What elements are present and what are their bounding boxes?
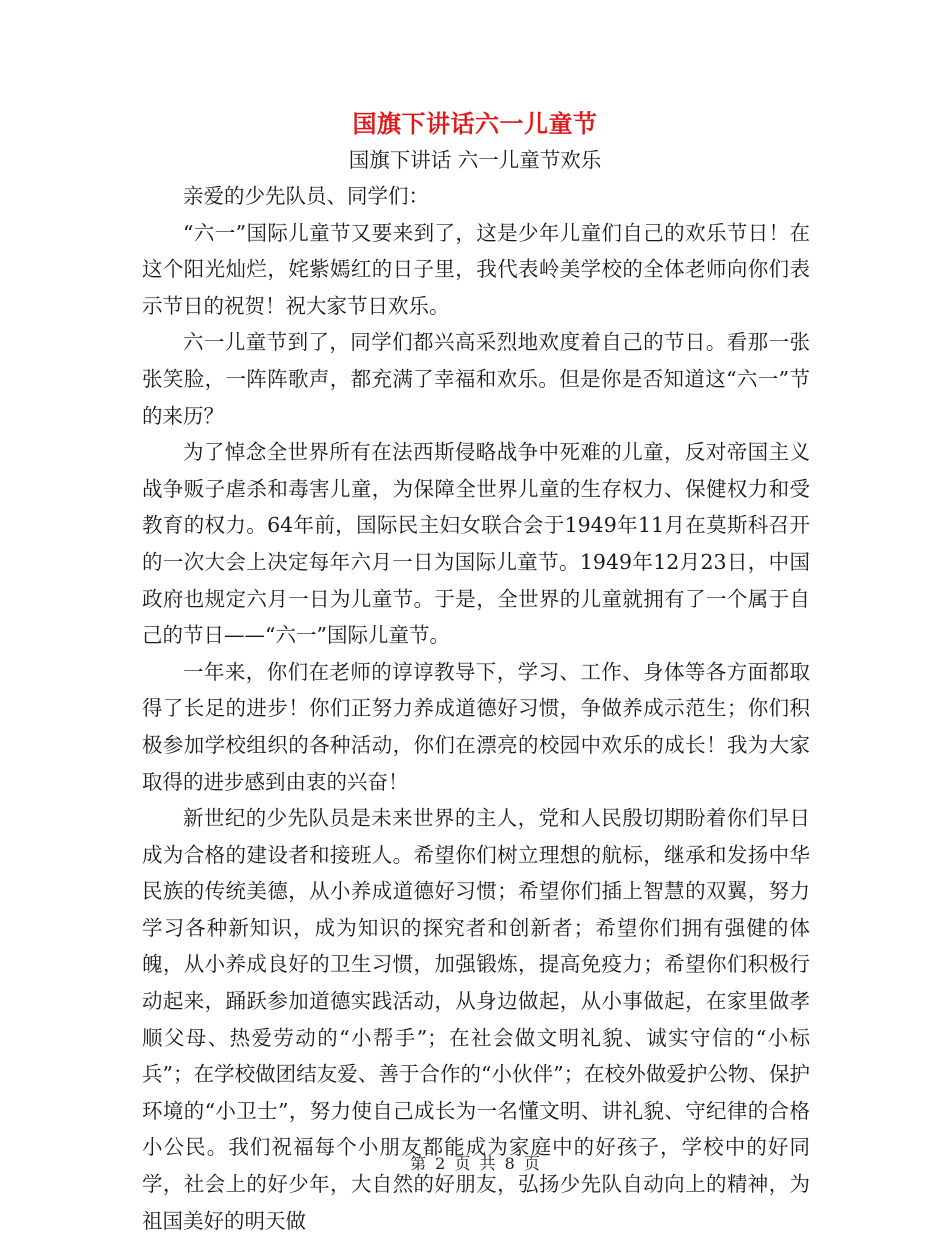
- paragraph-celebration: 六一儿童节到了，同学们都兴高采烈地欢度着自己的节日。看那一张张笑脸，一阵阵歌声，都充满了幸福和欢乐。但是你是否知道这“六一”节的来历？: [142, 330, 810, 428]
- speech-body: [142, 178, 810, 1239]
- page-subtitle: 国旗下讲话 六一儿童节欢乐: [348, 148, 602, 172]
- paragraph-history: 为了悼念全世界所有在法西斯侵略战争中死难的儿童，反对帝国主义战争贩子虐杀和毒害儿童，为保障全世界儿童的生存权力、保健权力和受教育的权力。64年前，国际民主妇女联合会于1949年11月在莫斯科召开的一次大会上决定每年六月一日为国际儿童节。1949年12月23日，中国政府也规定六月一日为儿童节。于是，全世界的儿童就拥有了一个属于自己的节日——“六一”国际儿童节。: [142, 440, 810, 648]
- page-title: 国旗下讲话六一儿童节: [352, 109, 598, 138]
- paragraph-greeting: 亲爱的少先队员、同学们：: [183, 184, 429, 208]
- paragraph-holiday-intro: “六一”国际儿童节又要来到了，这是少年儿童们自己的欢乐节日！在这个阳光灿烂，姹紫嫣红的日子里，我代表岭美学校的全体老师向你们表示节日的祝贺！祝大家节日欢乐。: [142, 220, 810, 318]
- paragraph-hopes: 新世纪的少先队员是未来世界的主人，党和人民殷切期盼着你们早日成为合格的建设者和接班人。希望你们树立理想的航标，继承和发扬中华民族的传统美德，从小养成道德好习惯；希望你们插上智慧的双翼，努力学习各种新知识，成为知识的探究者和创新者；希望你们拥有强健的体魄，从小养成良好的卫生习惯，加强锻炼，提高免疫力；希望你们积极行动起来，踊跃参加道德实践活动，从身边做起，从小事做起，在家里做孝顺父母、热爱劳动的“小帮手”；在社会做文明礼貌、诚实守信的“小标兵”；在学校做团结友爱、善于合作的“小伙伴”；在校外做爱护公物、保护环境的“小卫士”，努力使自己成长为一名懂文明、讲礼貌、守纪律的合格小公民。我们祝福每个小朋友都能成为家庭中的好孩子，学校中的好同学，社会上的好少年，大自然的好朋友，弘扬少先队自动向上的精神，为祖国美好的明天做: [142, 806, 810, 1233]
- paragraph-progress: 一年来，你们在老师的谆谆教导下，学习、工作、身体等各方面都取得了长足的进步！你们正努力养成道德好习惯，争做养成示范生；你们积极参加学校组织的各种活动，你们在漂亮的校园中欢乐的成长！我为大家取得的进步感到由衷的兴奋！: [142, 659, 810, 794]
- page-number-footer: 第 2 页 共 8 页: [410, 1154, 540, 1173]
